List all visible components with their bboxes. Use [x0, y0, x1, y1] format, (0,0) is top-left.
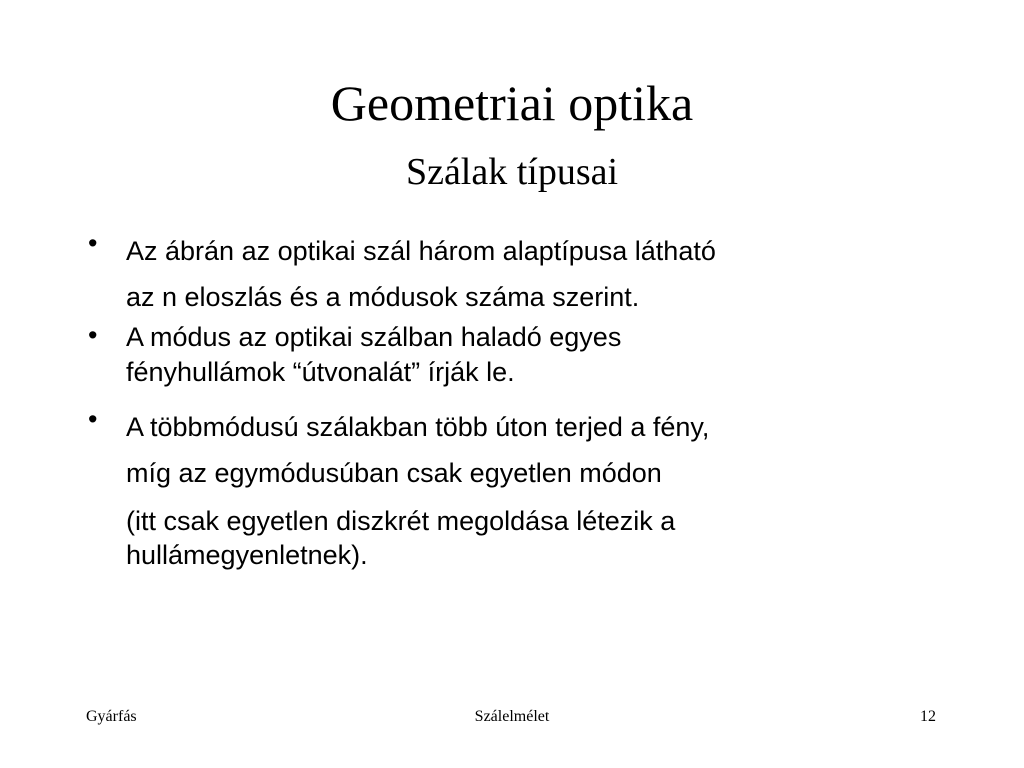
- slide-title: Geometriai optika: [330, 75, 694, 131]
- footer-page-number: 12: [920, 708, 936, 725]
- footer-author: Gyárfás: [86, 708, 137, 725]
- bullet-mark: •: [88, 404, 98, 434]
- bullet-line: az n eloszlás és a módusok száma szerint.: [126, 282, 640, 312]
- bullet-list: [80, 228, 960, 573]
- bullet-line: (itt csak egyetlen diszkrét megoldása létezik a: [126, 506, 676, 536]
- bullet-mark: •: [88, 320, 98, 350]
- bullet-item: [80, 228, 960, 320]
- bullet-line: Az ábrán az optikai szál három alaptípusa látható: [126, 236, 716, 266]
- bullet-mark: •: [88, 228, 98, 258]
- bullet-line: A módus az optikai szálban haladó egyes: [126, 322, 622, 352]
- slide-subtitle: Szálak típusai: [405, 151, 619, 193]
- bullet-line: hullámegyenletnek).: [126, 540, 368, 570]
- bullet-item: [80, 320, 960, 390]
- footer-topic: Szálelmélet: [474, 708, 550, 725]
- bullet-line: fényhullámok “útvonalát” írják le.: [126, 357, 515, 387]
- bullet-line: A többmódusú szálakban több úton terjed a fény,: [126, 412, 710, 442]
- bullet-line: míg az egymódusúban csak egyetlen módon: [126, 458, 662, 488]
- bullet-item: [80, 404, 960, 573]
